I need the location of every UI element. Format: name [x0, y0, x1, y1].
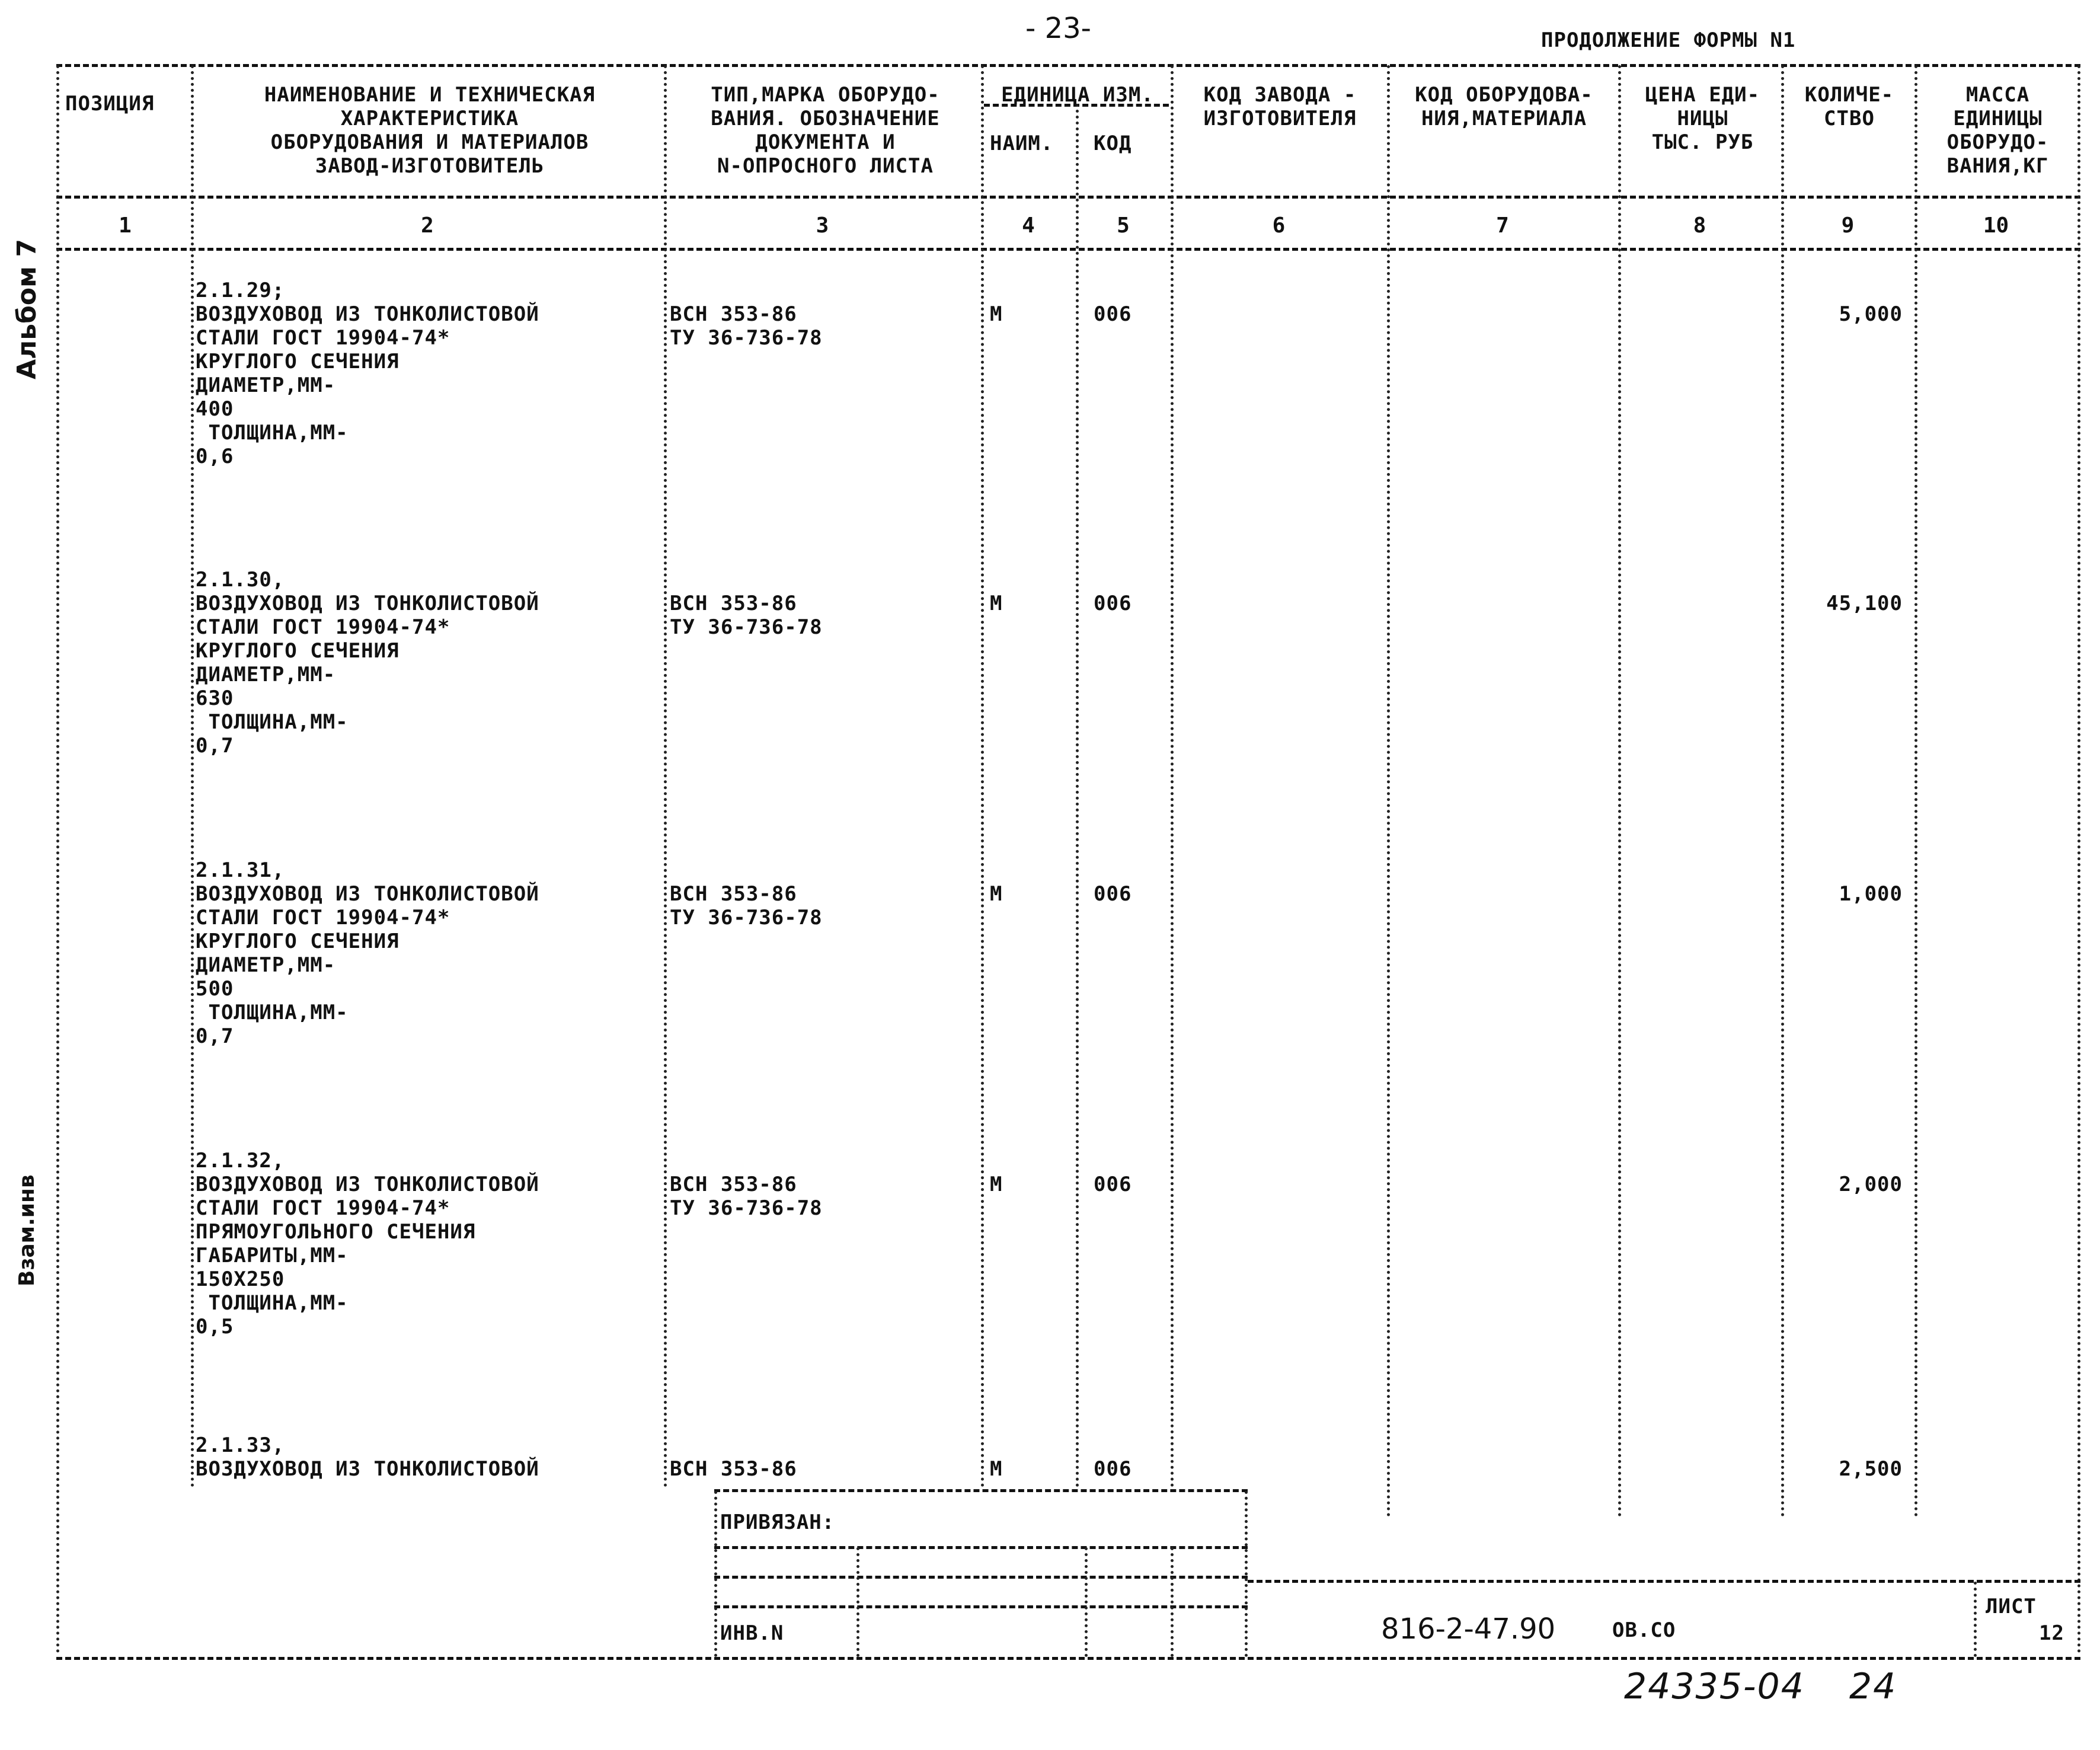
row-quantity: 2,000 — [1839, 1173, 1903, 1196]
col-sep-10 — [2077, 65, 2080, 1654]
header-price: ЦЕНА ЕДИ- НИЦЫ ТЫС. РУБ — [1645, 83, 1760, 154]
row-unit: М — [990, 1457, 1003, 1481]
stamp-section: ОВ.СО — [1612, 1618, 1676, 1642]
row-doc: ВСН 353-86 ТУ 36-736-78 — [670, 1173, 823, 1220]
col-sep-6 — [1387, 65, 1390, 1518]
col-sep-4 — [1076, 104, 1079, 1488]
row-code: 006 — [1094, 882, 1132, 906]
row-code: 006 — [1094, 592, 1132, 615]
col-number-2: 2 — [421, 213, 434, 238]
header-plant-code: КОД ЗАВОДА - ИЗГОТОВИТЕЛЯ — [1203, 83, 1357, 130]
row-quantity: 1,000 — [1839, 882, 1903, 906]
page-number: - 23- — [1025, 12, 1091, 45]
col-sep-2 — [664, 65, 667, 1488]
row-quantity: 2,500 — [1839, 1457, 1903, 1481]
row-doc: ВСН 353-86 ТУ 36-736-78 — [670, 592, 823, 639]
col-sep-5 — [1171, 65, 1174, 1488]
header-name: НАИМЕНОВАНИЕ И ТЕХНИЧЕСКАЯ ХАРАКТЕРИСТИКА ОБОРУДОВАНИЯ И МАТЕРИАЛОВ ЗАВОД-ИЗГОТОВИТЕЛЬ — [264, 83, 596, 178]
col-sep-0 — [56, 65, 59, 1654]
col-sep-3 — [981, 65, 984, 1488]
handwritten-archive-number: 24335-04 — [1624, 1666, 1805, 1707]
header-quantity: КОЛИЧЕ- СТВО — [1804, 83, 1894, 130]
row-unit: М — [990, 1173, 1003, 1196]
col-sep-1 — [191, 65, 194, 1488]
table-row: 2.1.31, ВОЗДУХОВОД ИЗ ТОНКОЛИСТОВОЙ СТАЛИ ГОСТ 19904-74* КРУГЛОГО СЕЧЕНИЯ ДИАМЕТР,ММ- 500 ТОЛЩИНА,ММ- 0,7 — [196, 858, 539, 1048]
row-doc: ВСН 353-86 — [670, 1457, 797, 1481]
header-bottom-border — [56, 196, 2080, 199]
stamp-sheet-label: ЛИСТ — [1986, 1595, 2037, 1618]
header-position: ПОЗИЦИЯ — [65, 92, 155, 116]
col-number-1: 1 — [119, 213, 132, 238]
stamp-privyazan: ПРИВЯЗАН: — [720, 1511, 835, 1534]
row-code: 006 — [1094, 1457, 1132, 1481]
col-sep-7 — [1618, 65, 1621, 1518]
table-row: 2.1.32, ВОЗДУХОВОД ИЗ ТОНКОЛИСТОВОЙ СТАЛИ ГОСТ 19904-74* ПРЯМОУГОЛЬНОГО СЕЧЕНИЯ ГАБАРИТЫ,ММ- 150X250 ТОЛЩИНА,ММ- 0,5 — [196, 1149, 539, 1339]
col-number-5: 5 — [1117, 213, 1130, 238]
table-top-border — [56, 64, 2080, 67]
header-mass: МАССА ЕДИНИЦЫ ОБОРУДО- ВАНИЯ,КГ — [1946, 83, 2049, 178]
numbers-bottom-border — [56, 248, 2080, 251]
col-number-8: 8 — [1693, 213, 1706, 238]
header-unit-name: НАИМ. — [990, 132, 1054, 155]
header-unit: ЕДИНИЦА ИЗМ. — [1001, 83, 1154, 107]
row-quantity: 5,000 — [1839, 302, 1903, 326]
table-row: 2.1.33, ВОЗДУХОВОД ИЗ ТОНКОЛИСТОВОЙ — [196, 1433, 539, 1481]
col-number-9: 9 — [1841, 213, 1855, 238]
header-type: ТИП,МАРКА ОБОРУДО- ВАНИЯ. ОБОЗНАЧЕНИЕ ДОКУМЕНТА И N-ОПРОСНОГО ЛИСТА — [711, 83, 940, 178]
row-code: 006 — [1094, 302, 1132, 326]
continuation-label: ПРОДОЛЖЕНИЕ ФОРМЫ N1 — [1541, 28, 1796, 52]
stamp-inv-number: ИНВ.N — [720, 1621, 784, 1645]
header-unit-code: КОД — [1094, 132, 1132, 155]
col-number-10: 10 — [1983, 213, 2009, 238]
row-unit: М — [990, 882, 1003, 906]
stamp-project-code: 816-2-47.90 — [1381, 1612, 1556, 1646]
row-quantity: 45,100 — [1826, 592, 1903, 615]
col-number-7: 7 — [1496, 213, 1509, 238]
side-stamp-album: Альбом 7 — [12, 239, 42, 379]
col-number-3: 3 — [816, 213, 829, 238]
side-stamp-inventory: Взам.инв — [15, 1174, 39, 1286]
handwritten-page: 24 — [1849, 1666, 1897, 1707]
col-sep-9 — [1914, 65, 1917, 1518]
row-doc: ВСН 353-86 ТУ 36-736-78 — [670, 882, 823, 930]
col-number-4: 4 — [1022, 213, 1035, 238]
row-code: 006 — [1094, 1173, 1132, 1196]
stamp-sheet-number: 12 — [2039, 1621, 2064, 1645]
table-row: 2.1.30, ВОЗДУХОВОД ИЗ ТОНКОЛИСТОВОЙ СТАЛИ ГОСТ 19904-74* КРУГЛОГО СЕЧЕНИЯ ДИАМЕТР,ММ- 630 ТОЛЩИНА,ММ- 0,7 — [196, 568, 539, 758]
header-equipment-code: КОД ОБОРУДОВА- НИЯ,МАТЕРИАЛА — [1415, 83, 1593, 130]
table-row: 2.1.29; ВОЗДУХОВОД ИЗ ТОНКОЛИСТОВОЙ СТАЛИ ГОСТ 19904-74* КРУГЛОГО СЕЧЕНИЯ ДИАМЕТР,ММ- 400 ТОЛЩИНА,ММ- 0,6 — [196, 279, 539, 468]
col-sep-8 — [1781, 65, 1784, 1518]
row-unit: М — [990, 302, 1003, 326]
row-doc: ВСН 353-86 ТУ 36-736-78 — [670, 302, 823, 350]
page-bottom-border — [56, 1657, 2080, 1660]
col-number-6: 6 — [1272, 213, 1286, 238]
row-unit: М — [990, 592, 1003, 615]
